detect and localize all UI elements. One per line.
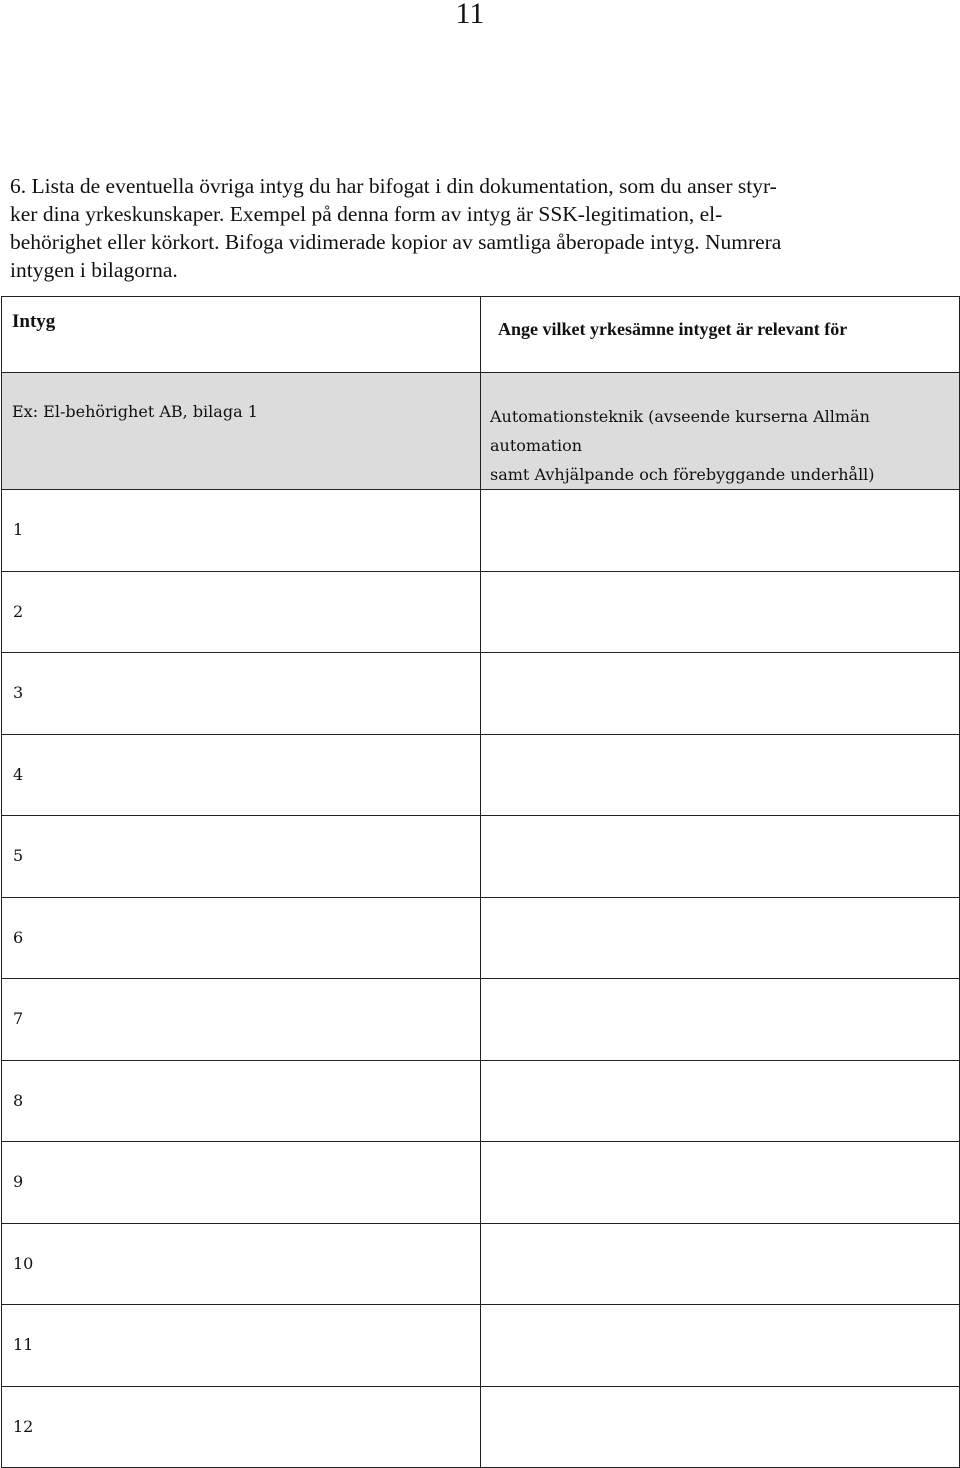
relevance-entry-cell[interactable] bbox=[481, 816, 960, 898]
table-row bbox=[2, 490, 960, 572]
example-relevance bbox=[481, 373, 960, 490]
instruction-line: behörighet eller körkort. Bifoga vidimerade kopior av samtliga åberopade intyg. Numrera bbox=[10, 230, 782, 254]
table-row bbox=[2, 734, 960, 816]
instruction-line: ker dina yrkeskunskaper. Exempel på denna form av intyg är SSK-legitimation, el- bbox=[10, 202, 723, 226]
instruction-line: intygen i bilagorna. bbox=[10, 258, 178, 282]
table-header-row bbox=[2, 297, 960, 373]
certificate-entry-cell[interactable]: 11 bbox=[2, 1305, 481, 1387]
certificate-entry-cell[interactable]: 7 bbox=[2, 979, 481, 1061]
header-certificate: Intyg bbox=[2, 297, 481, 373]
relevance-entry-cell[interactable] bbox=[481, 1305, 960, 1387]
relevance-entry-cell[interactable] bbox=[481, 490, 960, 572]
table-row bbox=[2, 571, 960, 653]
certificate-entry-cell[interactable]: 3 bbox=[2, 653, 481, 735]
question-6-instructions bbox=[10, 172, 950, 284]
table-row bbox=[2, 1386, 960, 1468]
relevance-entry-cell[interactable] bbox=[481, 1223, 960, 1305]
header-relevance: Ange vilket yrkesämne intyget är relevant för bbox=[481, 297, 960, 373]
certificate-entry-cell[interactable]: 6 bbox=[2, 897, 481, 979]
table-row bbox=[2, 653, 960, 735]
example-relevance-line: Automationsteknik (avseende kurserna Allmän automation bbox=[490, 407, 870, 455]
table-row bbox=[2, 1305, 960, 1387]
table-row bbox=[2, 1142, 960, 1224]
certificate-entry-cell[interactable]: 1 bbox=[2, 490, 481, 572]
table-row bbox=[2, 979, 960, 1061]
page-number: 11 bbox=[455, 0, 485, 30]
relevance-entry-cell[interactable] bbox=[481, 1142, 960, 1224]
relevance-entry-cell[interactable] bbox=[481, 979, 960, 1061]
certificate-entry-cell[interactable]: 2 bbox=[2, 571, 481, 653]
table-row bbox=[2, 1060, 960, 1142]
certificate-entry-cell[interactable]: 10 bbox=[2, 1223, 481, 1305]
example-certificate: Ex: El-behörighet AB, bilaga 1 bbox=[2, 373, 481, 490]
instruction-line: 6. Lista de eventuella övriga intyg du har bifogat i din dokumentation, som du anser styr- bbox=[10, 174, 777, 198]
relevance-entry-cell[interactable] bbox=[481, 653, 960, 735]
certificate-entry-cell[interactable]: 4 bbox=[2, 734, 481, 816]
relevance-entry-cell[interactable] bbox=[481, 897, 960, 979]
certificate-entry-cell[interactable]: 5 bbox=[2, 816, 481, 898]
table-row bbox=[2, 816, 960, 898]
table-row bbox=[2, 1223, 960, 1305]
certificate-table bbox=[1, 296, 960, 1468]
example-row bbox=[2, 373, 960, 490]
relevance-entry-cell[interactable] bbox=[481, 734, 960, 816]
certificate-entry-cell[interactable]: 12 bbox=[2, 1386, 481, 1468]
relevance-entry-cell[interactable] bbox=[481, 1386, 960, 1468]
certificate-entry-cell[interactable]: 9 bbox=[2, 1142, 481, 1224]
certificate-entry-cell[interactable]: 8 bbox=[2, 1060, 481, 1142]
table-row bbox=[2, 897, 960, 979]
relevance-entry-cell[interactable] bbox=[481, 571, 960, 653]
relevance-entry-cell[interactable] bbox=[481, 1060, 960, 1142]
example-relevance-line: samt Avhjälpande och förebyggande underhåll) bbox=[490, 465, 875, 484]
